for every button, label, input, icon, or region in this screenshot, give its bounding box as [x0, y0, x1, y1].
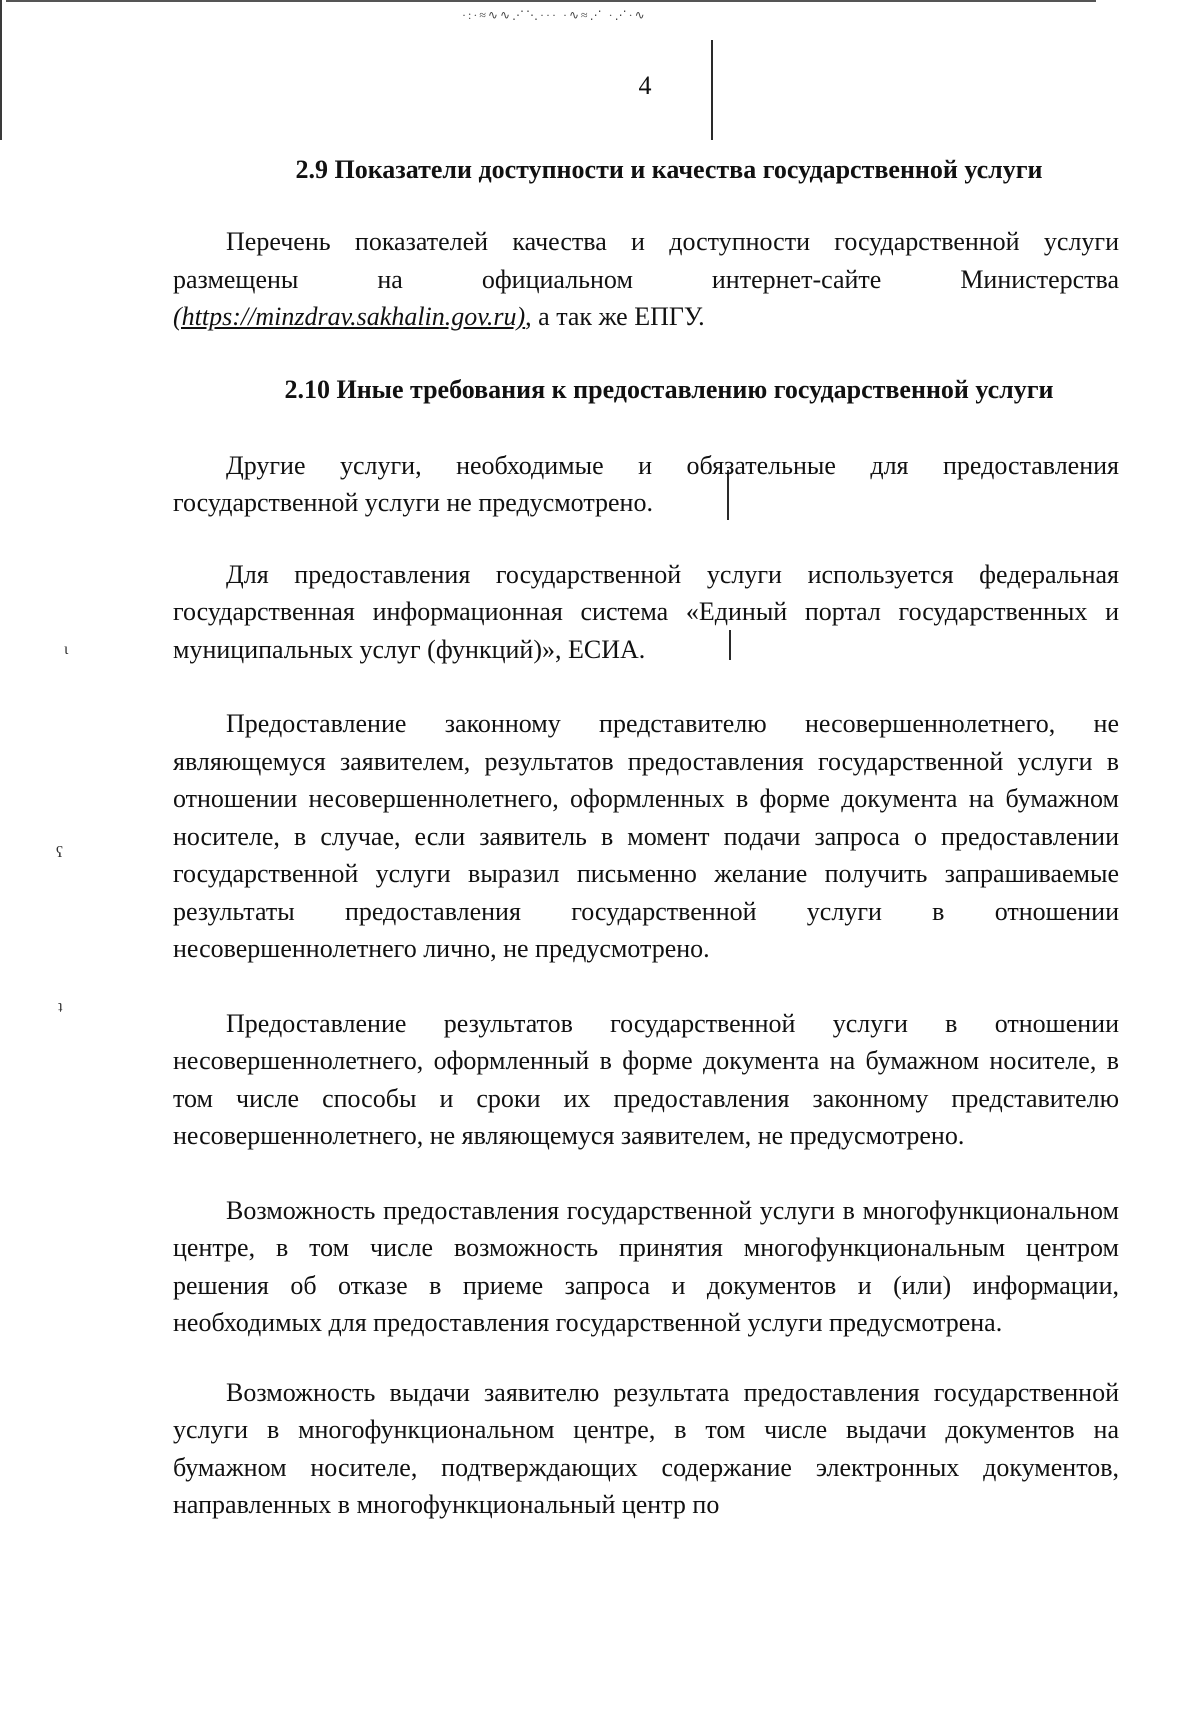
ministry-website-link[interactable]: (https://minzdrav.sakhalin.gov.ru): [173, 302, 526, 331]
paragraph-text: Перечень показателей качества и доступности государственной услуги размещены на официальном интернет-сайте Министерства: [173, 227, 1119, 294]
paragraph-federal-system: Для предоставления государственной услуги используется федеральная государственная информационная система «Единый портал государственных и муниципальных услуг (функций)», ЕСИА.: [173, 559, 1119, 664]
paragraph-mfc-issuance: Возможность выдачи заявителю результата предоставления государственной услуги в многофункциональном центре, в том числе выдачи документов на бумажном носителе, подтверждающих содержание электронных документов, направленных в многофункциональный центр по: [173, 1377, 1119, 1519]
scan-speck: ʇ: [58, 999, 63, 1016]
section-heading-2-10: 2.10 Иные требования к предоставлению государственной услуги: [284, 374, 1054, 404]
section-heading-2-9: 2.9 Показатели доступности и качества государственной услуги: [295, 155, 1043, 184]
scan-mark: ·:·≈∿∿⋰⋱··· ·∿≈⋰ ·⋰·∿: [462, 8, 647, 22]
paragraph-other-services: Другие услуги, необходимые и обязательные для предоставления государственной услуги не предусмотрено.: [173, 450, 1119, 517]
scan-edge-top: [6, 0, 1096, 2]
page-number: 4: [638, 71, 652, 100]
paragraph-legal-representative: Предоставление законному представителю несовершеннолетнего, не являющемуся заявителем, результатов предоставления государственной услуги в отношении несовершеннолетнего, оформленных в форме документа на бумажном носителе, в случае, если заявитель в момент подачи запроса о предоставлении государственной услуги выразил письменно желание получить запрашиваемые результаты предоставления государственной услуги в отношении несовершеннолетнего лично, не предусмотрено.: [173, 709, 1119, 963]
scan-speck: ʕ: [56, 844, 64, 861]
scan-speck: ɩ: [64, 641, 69, 658]
paragraph-results-minor: Предоставление результатов государственной услуги в отношении несовершеннолетнего, оформленный в форме документа на бумажном носителе, в том числе способы и сроки их предоставления законному представителю несовершеннолетнего, не являющемуся заявителем, не предусмотрено.: [173, 1008, 1119, 1150]
paragraph-availability-indicators: [173, 223, 1119, 336]
paragraph-text: , а так же ЕПГУ.: [525, 302, 705, 331]
document-body: [173, 152, 1119, 1524]
paragraph-mfc-possibility: Возможность предоставления государственной услуги в многофункциональном центре, в том числе возможность принятия многофункциональным центром решения об отказе в приеме запроса и документов и (или) информации, необходимых для предоставления государственной услуги предусмотрена.: [173, 1195, 1119, 1337]
